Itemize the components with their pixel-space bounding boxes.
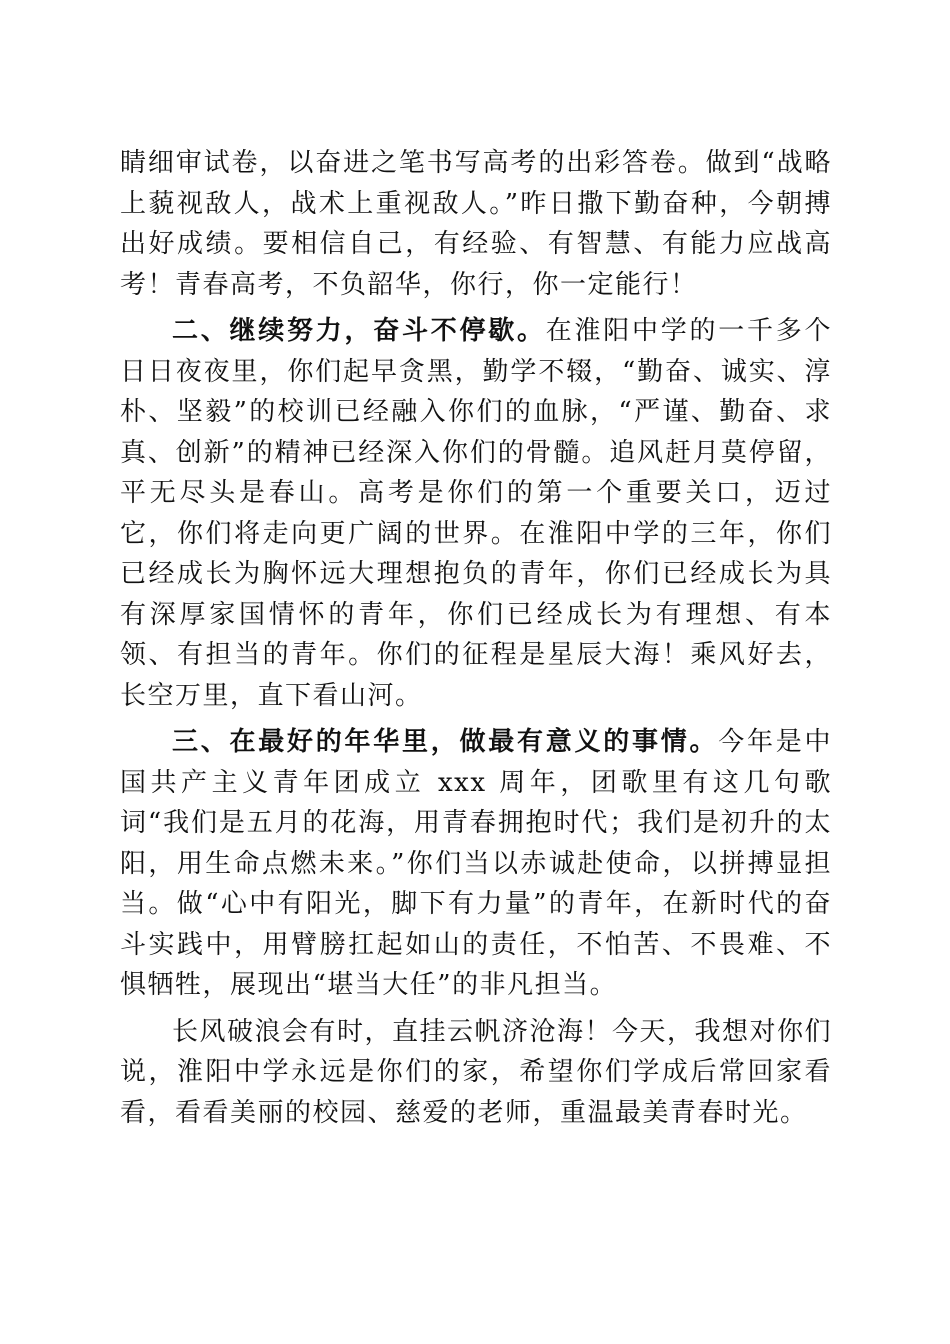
paragraph-continuation: 睛细审试卷，以奋进之笔书写高考的出彩答卷。做到“战略上藐视敌人，战术上重视敌人。”昨日撒下勤奋种，今朝搏出好成绩。要相信自己，有经验、有智慧、有能力应战高考！青春高考，不负韶华，你行，你一定能行！ [120,148,832,300]
document-body [120,143,832,1133]
paragraph-section-two [120,311,832,716]
section-two-body: 在淮阳中学的一千多个日日夜夜里，你们起早贪黑，勤学不辍，“勤奋、诚实、淳朴、坚毅”的校训已经融入你们的血脉，“严谨、勤奋、求真、创新”的精神已经深入你们的骨髓。追风赶月莫停留，平无尽头是春山。高考是你们的第一个重要关口，迈过它，你们将走向更广阔的世界。在淮阳中学的三年，你们已经成长为胸怀远大理想抱负的青年，你们已经成长为具有深厚家国情怀的青年，你们已经成长为有理想、有本领、有担当的青年。你们的征程是星辰大海！乘风好去，长空万里，直下看山河。 [120,316,832,711]
paragraph-section-three [120,722,832,1006]
paragraph-closing: 长风破浪会有时，直挂云帆济沧海！今天，我想对你们说，淮阳中学永远是你们的家，希望你们学成后常回家看看，看看美丽的校园、慈爱的老师，重温最美青春时光。 [120,1016,833,1128]
section-three-body: 今年是中国共产主义青年团成立 xxx 周年，团歌里有这几句歌词“我们是五月的花海，用青春拥抱时代；我们是初升的太阳，用生命点燃未来。”你们当以赤诚赴使命，以拼搏显担当。做“心中有阳光，脚下有力量”的青年，在新时代的奋斗实践中，用臂膀扛起如山的责任，不怕苦、不畏难、不惧牺牲，展现出“堪当大任”的非凡担当。 [120,727,832,1000]
section-three-heading: 三、在最好的年华里，做最有意义的事情。 [172,727,719,757]
section-two-heading: 二、继续努力，奋斗不停歇。 [172,316,546,346]
